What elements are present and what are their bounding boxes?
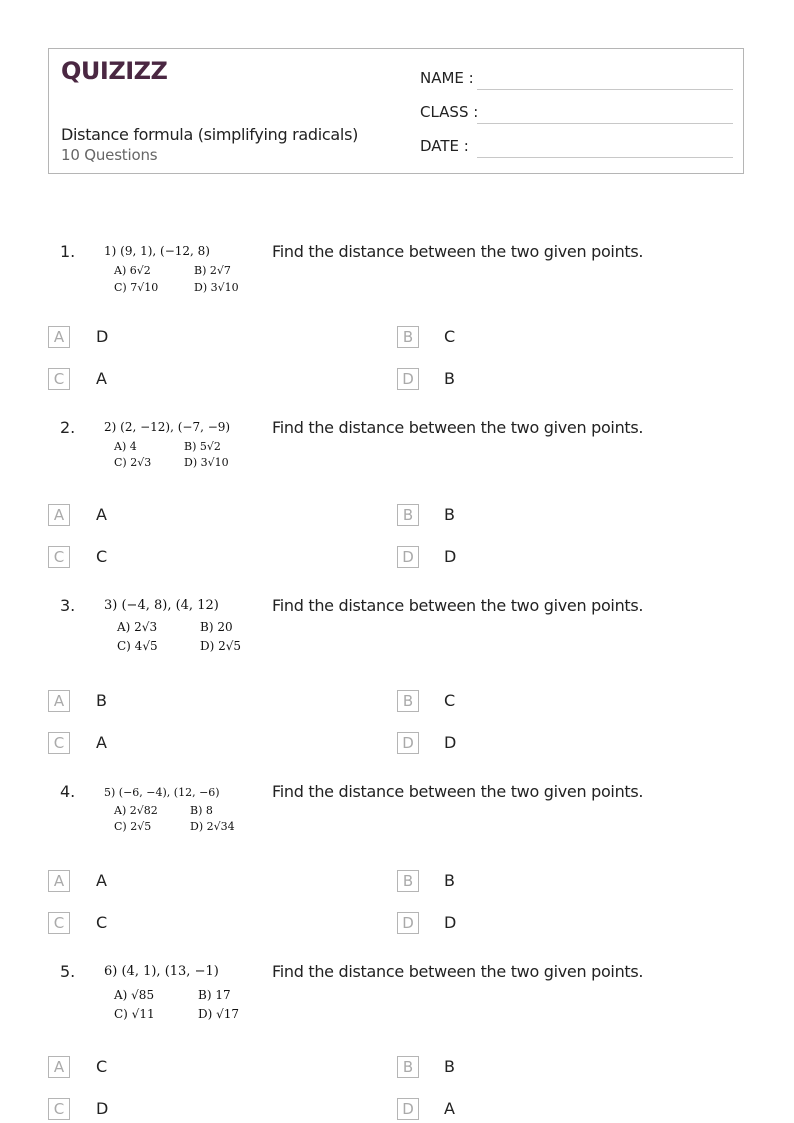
name-field-line[interactable] <box>477 89 733 90</box>
question-number: 1. <box>60 242 76 261</box>
choice-d: D) 3√10 <box>184 456 229 469</box>
question-number: 3. <box>60 596 76 615</box>
option-c-box[interactable]: C <box>48 912 70 934</box>
option-b-box[interactable]: B <box>397 870 419 892</box>
choice-d: D) √17 <box>198 1007 240 1021</box>
option-c-answer[interactable]: C <box>96 913 108 932</box>
option-a-box[interactable]: A <box>48 504 70 526</box>
problem-points: 6) (4, 1), (13, −1) <box>104 964 219 979</box>
option-b-box[interactable]: B <box>397 504 419 526</box>
choice-b: B) 2√7 <box>194 264 231 277</box>
option-d-answer[interactable]: D <box>444 547 457 566</box>
option-b-answer[interactable]: B <box>444 1057 455 1076</box>
option-c-answer[interactable]: C <box>96 547 108 566</box>
class-label: CLASS : <box>420 103 479 121</box>
choice-d: D) 2√34 <box>190 820 235 833</box>
option-a-answer[interactable]: B <box>96 691 107 710</box>
option-d-box[interactable]: D <box>397 912 419 934</box>
choice-c: C) 2√3 <box>114 456 152 469</box>
option-c-box[interactable]: C <box>48 732 70 754</box>
problem-points: 1) (9, 1), (−12, 8) <box>104 244 210 258</box>
worksheet-title: Distance formula (simplifying radicals) <box>61 125 359 144</box>
choice-b: B) 20 <box>200 620 233 634</box>
option-a-answer[interactable]: A <box>96 871 107 890</box>
choice-d: D) 2√5 <box>200 639 242 653</box>
choice-c: C) √11 <box>114 1007 155 1021</box>
option-d-box[interactable]: D <box>397 732 419 754</box>
choice-b: B) 5√2 <box>184 440 221 453</box>
option-c-answer[interactable]: A <box>96 369 107 388</box>
choice-a: A) 4 <box>114 440 137 453</box>
option-b-answer[interactable]: C <box>444 327 456 346</box>
option-d-box[interactable]: D <box>397 1098 419 1120</box>
option-a-box[interactable]: A <box>48 690 70 712</box>
question-number: 4. <box>60 782 76 801</box>
option-d-box[interactable]: D <box>397 546 419 568</box>
option-a-answer[interactable]: D <box>96 327 109 346</box>
question-text: Find the distance between the two given points. <box>272 418 644 437</box>
question-text: Find the distance between the two given points. <box>272 962 644 981</box>
class-field-line[interactable] <box>477 123 733 124</box>
option-a-box[interactable]: A <box>48 326 70 348</box>
option-d-box[interactable]: D <box>397 368 419 390</box>
choice-a: A) 6√2 <box>114 264 151 277</box>
option-b-answer[interactable]: B <box>444 871 455 890</box>
name-label: NAME : <box>420 69 474 87</box>
option-d-answer[interactable]: B <box>444 369 455 388</box>
option-c-answer[interactable]: D <box>96 1099 109 1118</box>
option-a-box[interactable]: A <box>48 870 70 892</box>
option-d-answer[interactable]: A <box>444 1099 455 1118</box>
option-c-answer[interactable]: A <box>96 733 107 752</box>
option-c-box[interactable]: C <box>48 368 70 390</box>
option-d-answer[interactable]: D <box>444 733 457 752</box>
worksheet-header <box>48 48 744 174</box>
option-a-answer[interactable]: C <box>96 1057 108 1076</box>
choice-a: A) √85 <box>114 988 155 1002</box>
choice-b: B) 17 <box>198 988 231 1002</box>
choice-a: A) 2√82 <box>114 804 158 817</box>
choice-a: A) 2√3 <box>117 620 158 634</box>
question-number: 5. <box>60 962 76 981</box>
question-number: 2. <box>60 418 76 437</box>
option-c-box[interactable]: C <box>48 546 70 568</box>
option-c-box[interactable]: C <box>48 1098 70 1120</box>
choice-d: D) 3√10 <box>194 281 239 294</box>
problem-points: 3) (−4, 8), (4, 12) <box>104 598 219 613</box>
option-d-answer[interactable]: D <box>444 913 457 932</box>
option-a-answer[interactable]: A <box>96 505 107 524</box>
choice-b: B) 8 <box>190 804 213 817</box>
problem-points: 2) (2, −12), (−7, −9) <box>104 420 231 434</box>
question-count: 10 Questions <box>61 146 158 164</box>
option-b-box[interactable]: B <box>397 1056 419 1078</box>
problem-points: 5) (−6, −4), (12, −6) <box>104 786 220 799</box>
question-text: Find the distance between the two given points. <box>272 782 644 801</box>
option-b-answer[interactable]: B <box>444 505 455 524</box>
date-field-line[interactable] <box>477 157 733 158</box>
option-a-box[interactable]: A <box>48 1056 70 1078</box>
quizizz-logo: QUIZIZZ <box>61 57 168 85</box>
choice-c: C) 7√10 <box>114 281 159 294</box>
option-b-box[interactable]: B <box>397 326 419 348</box>
question-text: Find the distance between the two given points. <box>272 242 644 261</box>
option-b-box[interactable]: B <box>397 690 419 712</box>
date-label: DATE : <box>420 137 469 155</box>
question-text: Find the distance between the two given points. <box>272 596 644 615</box>
option-b-answer[interactable]: C <box>444 691 456 710</box>
choice-c: C) 2√5 <box>114 820 152 833</box>
choice-c: C) 4√5 <box>117 639 158 653</box>
